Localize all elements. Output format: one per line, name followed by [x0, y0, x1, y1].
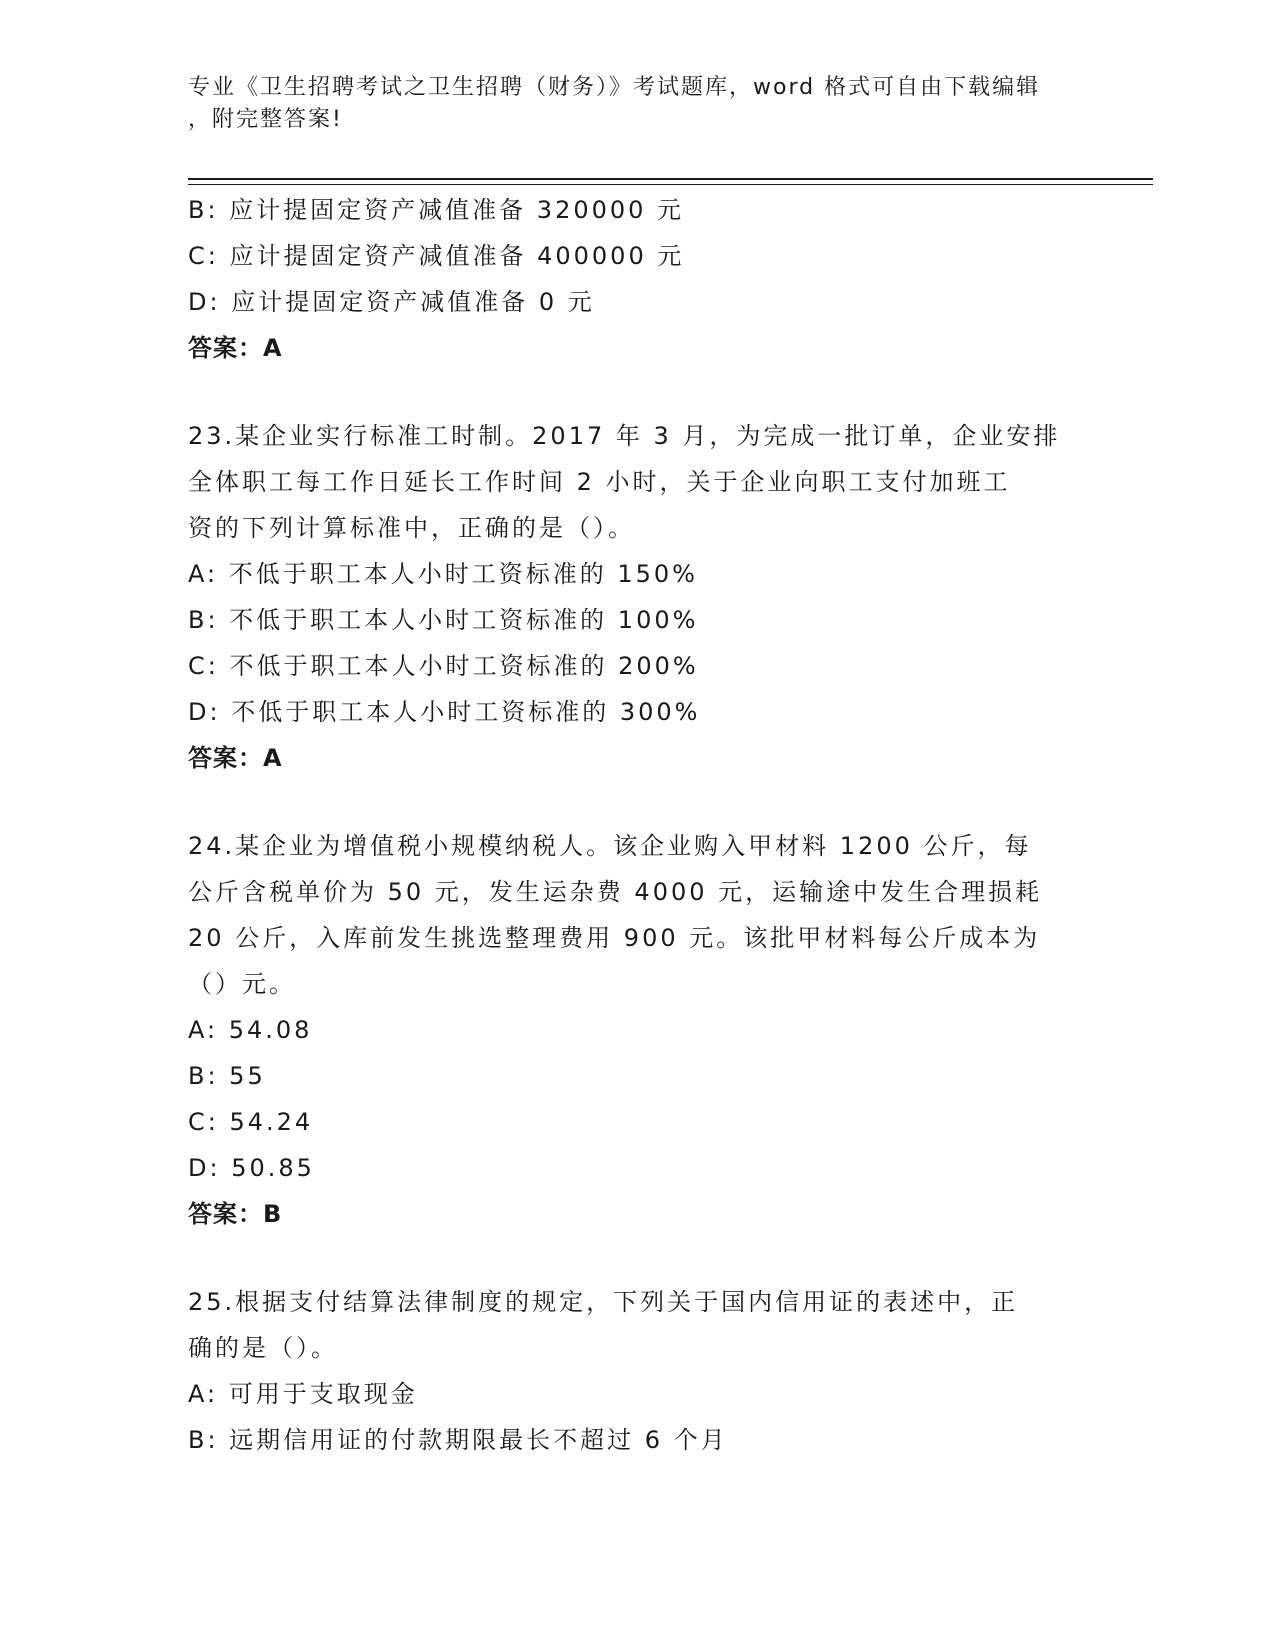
spacer [188, 1237, 1088, 1279]
option-d: D: 应计提固定资产减值准备 0 元 [188, 288, 595, 316]
question-stem [188, 413, 1088, 551]
option-d: D: 不低于职工本人小时工资标准的 300% [188, 698, 701, 726]
stem-line: 公斤含税单价为 50 元，发生运杂费 4000 元，运输途中发生合理损耗 [188, 878, 1043, 906]
option-a: A: 54.08 [188, 1016, 313, 1044]
stem-line: 24.某企业为增值税小规模纳税人。该企业购入甲材料 1200 公斤，每 [188, 832, 1032, 860]
question-content [188, 187, 1088, 1463]
stem-line: 20 公斤，入库前发生挑选整理费用 900 元。该批甲材料每公斤成本为 [188, 924, 1041, 952]
option-b: B: 55 [188, 1062, 266, 1090]
answer-line: 答案：B [188, 1200, 283, 1228]
option-b: B: 应计提固定资产减值准备 320000 元 [188, 196, 685, 224]
option-c: C: 不低于职工本人小时工资标准的 200% [188, 652, 699, 680]
stem-line: 23.某企业实行标准工时制。2017 年 3 月，为完成一批订单，企业安排 [188, 422, 1061, 450]
question-stem [188, 1279, 1088, 1371]
answer-line: 答案：A [188, 334, 283, 362]
question-22-tail [188, 187, 1088, 371]
option-b: B: 不低于职工本人小时工资标准的 100% [188, 606, 699, 634]
spacer [188, 371, 1088, 413]
option-c: C: 54.24 [188, 1108, 314, 1136]
question-23 [188, 413, 1088, 781]
header-rule-bottom [188, 184, 1153, 185]
option-c: C: 应计提固定资产减值准备 400000 元 [188, 242, 685, 270]
stem-line: 25.根据支付结算法律制度的规定，下列关于国内信用证的表述中，正 [188, 1288, 1019, 1316]
header-line-2: ，附完整答案! [188, 107, 343, 132]
option-d: D: 50.85 [188, 1154, 315, 1182]
header-line-1: 专业《卫生招聘考试之卫生招聘（财务）》考试题库，word 格式可自由下载编辑 [188, 75, 1041, 100]
header-rule-top [188, 178, 1153, 180]
question-stem [188, 823, 1088, 1007]
stem-line: （）元。 [188, 970, 296, 998]
option-b: B: 远期信用证的付款期限最长不超过 6 个月 [188, 1426, 728, 1454]
question-24 [188, 823, 1088, 1237]
document-header [188, 72, 1068, 136]
answer-line: 答案：A [188, 744, 283, 772]
stem-line: 确的是（）。 [188, 1334, 338, 1362]
spacer [188, 781, 1088, 823]
option-a: A: 不低于职工本人小时工资标准的 150% [188, 560, 698, 588]
question-25 [188, 1279, 1088, 1463]
stem-line: 全体职工每工作日延长工作时间 2 小时，关于企业向职工支付加班工 [188, 468, 1011, 496]
option-a: A: 可用于支取现金 [188, 1380, 418, 1408]
stem-line: 资的下列计算标准中，正确的是（）。 [188, 514, 635, 542]
